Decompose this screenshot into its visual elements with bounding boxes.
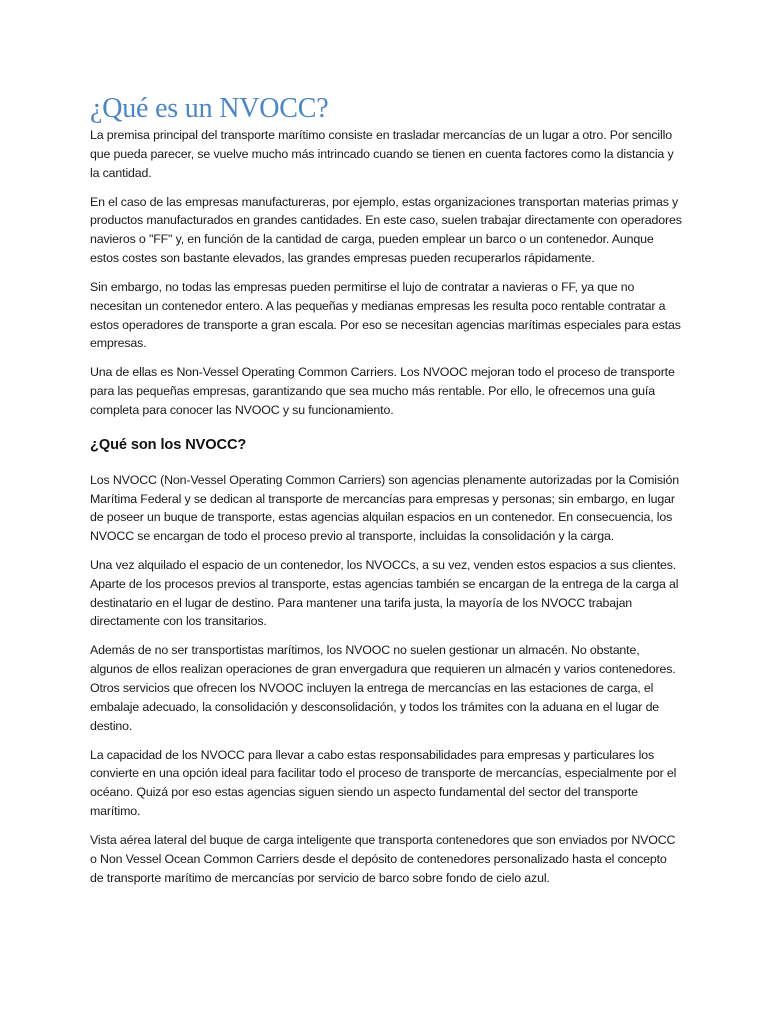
section-paragraph-2: Una vez alquilado el espacio de un contenedor, los NVOCCs, a su vez, venden estos espacios a sus clientes. Aparte de los procesos previos al transporte, estas agencias también se encargan de la entrega de la carga al destinatario en el lugar de destino. Para mantener una tarifa justa, la mayoría de los NVOCC trabajan directamente con los transitarios. [90,558,679,629]
intro-paragraph-1: La premisa principal del transporte marítimo consiste en trasladar mercancías de un lugar a otro. Por sencillo que pueda parecer, se vuelve mucho más intrincado cuando se tienen en cuenta factores como la distancia y la cantidad. [90,128,674,180]
section-paragraph-5: Vista aérea lateral del buque de carga inteligente que transporta contenedores que son enviados por NVOCC o Non Vessel Ocean Common Carriers desde el depósito de contenedores personalizado hasta el concepto de transporte marítimo de mercancías por servicio de barco sobre fondo de cielo azul. [90,833,676,885]
intro-paragraph-3: Sin embargo, no todas las empresas pueden permitirse el lujo de contratar a navieras o FF, ya que no necesitan un contenedor entero. A las pequeñas y medianas empresas les resulta poco rentable contratar a estos operadores de transporte a gran escala. Por eso se necesitan agencias marítimas especiales para estas empresas. [90,279,681,351]
intro-paragraph-4: Una de ellas es Non-Vessel Operating Common Carriers. Los NVOOC mejoran todo el proceso de transporte para las pequeñas empresas, garantizando que sea mucho más rentable. Por ello, le ofrecemos una guía completa para conocer las NVOOC y su funcionamiento. [90,365,675,417]
section-paragraph-4: La capacidad de los NVOCC para llevar a cabo estas responsabilidades para empresas y particulares los convierte en una opción ideal para facilitar todo el proceso de transporte de mercancías, especialmente por el océano. Quizá por eso estas agencias siguen siendo un aspecto fundamental del sector del transporte marítimo. [90,747,677,819]
section-paragraph-1: Los NVOCC (Non-Vessel Operating Common Carriers) son agencias plenamente autorizadas por la Comisión Marítima Federal y se dedican al transporte de mercancías para empresas y personas; sin embargo, en lugar de poseer un buque de transporte, estas agencias alquilan espacios en un contenedor. En consecuencia, los NVOCC se encargan de todo el proceso previo al transporte, incluidas la consolidación y la carga. [90,472,679,544]
intro-paragraph-2: En el caso de las empresas manufactureras, por ejemplo, estas organizaciones transportan materias primas y productos manufacturados en grandes cantidades. En este caso, suelen trabajar directamente con operadores navieros o "FF" y, en función de la cantidad de carga, pueden emplear un barco o un contenedor. Aunque estos costes son bastante elevados, las grandes empresas pueden recuperarlos rápidamente. [90,194,682,265]
page-title: ¿Qué es un NVOCC? [90,93,329,124]
section-paragraph-3: Además de no ser transportistas marítimos, los NVOOC no suelen gestionar un almacén. No obstante, algunos de ellos realizan operaciones de gran envergadura que requieren un almacén y varios contenedores. Otros servicios que ofrecen los NVOOC incluyen la entrega de mercancías en las estaciones de carga, el embalaje adecuado, la consolidación y desconsolidación, y todos los trámites con la aduana en el lugar de destino. [90,643,676,733]
document-page [90,92,682,898]
section-heading: ¿Qué son los NVOCC? [90,436,247,453]
